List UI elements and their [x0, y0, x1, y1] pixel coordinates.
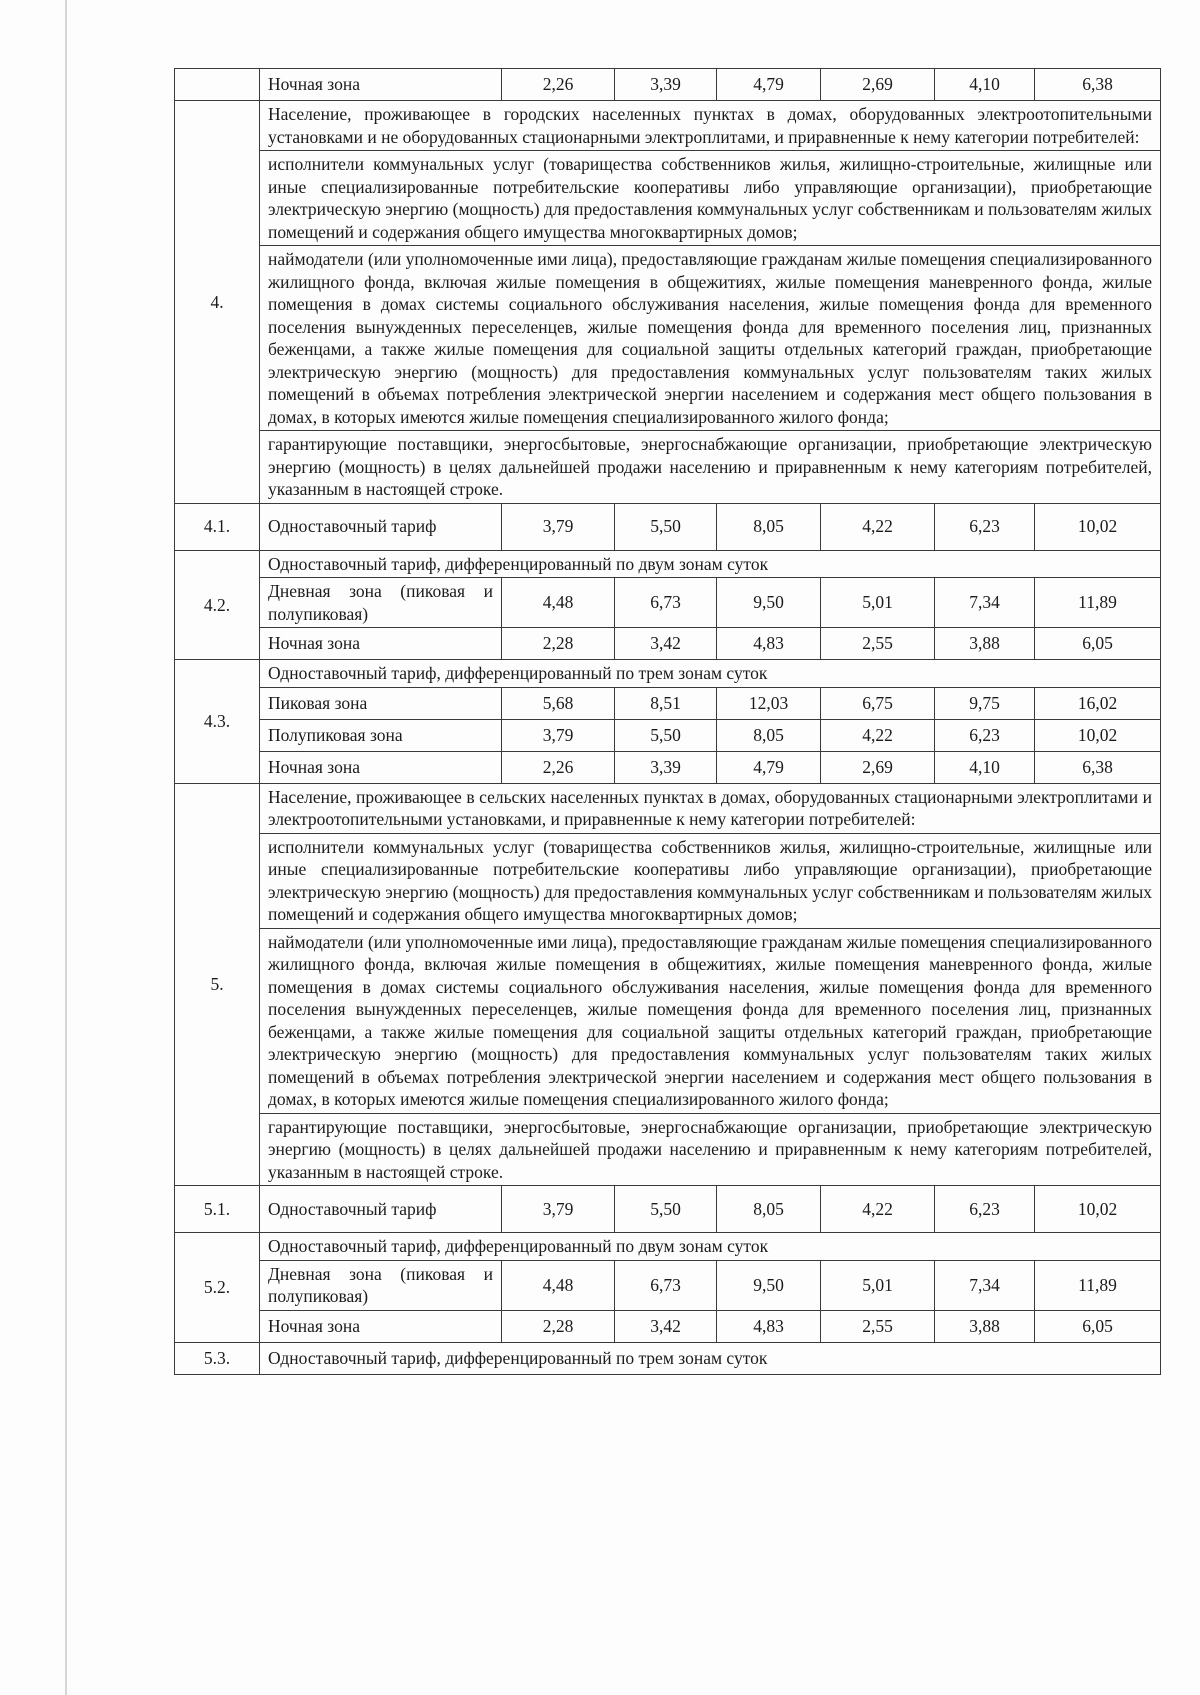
tariff-value: 6,23	[935, 1186, 1035, 1233]
row-label: Одноставочный тариф	[260, 1186, 502, 1233]
tariff-value: 4,48	[502, 1260, 615, 1310]
tariff-value: 5,50	[615, 1186, 717, 1233]
table-row	[175, 578, 1161, 628]
row-number: 5.2.	[175, 1233, 260, 1343]
tariff-value: 4,48	[502, 578, 615, 628]
table-row	[175, 660, 1161, 688]
tariff-value: 3,79	[502, 503, 615, 550]
tariff-value: 2,26	[502, 751, 615, 783]
table-row	[175, 628, 1161, 660]
tariff-table	[174, 68, 1161, 1375]
tariff-value: 3,42	[615, 628, 717, 660]
row-label: Ночная зона	[260, 1310, 502, 1342]
tariff-value: 3,39	[615, 69, 717, 101]
table-row	[175, 1310, 1161, 1342]
subsection-heading: Одноставочный тариф, дифференцированный по двум зонам суток	[260, 1233, 1161, 1261]
row-number: 4.1.	[175, 503, 260, 550]
tariff-value: 7,34	[935, 1260, 1035, 1310]
section-number: 5.	[175, 783, 260, 1186]
section-heading: Население, проживающее в сельских населенных пунктах в домах, оборудованных стационарными электроплитами и электроотопительными установками, и приравненные к нему категории потребителей:	[260, 783, 1161, 833]
row-label: Дневная зона (пиковая и полупиковая)	[260, 1260, 502, 1310]
tariff-value: 10,02	[1035, 503, 1161, 550]
tariff-value: 11,89	[1035, 1260, 1161, 1310]
tariff-value: 6,05	[1035, 1310, 1161, 1342]
tariff-value: 6,05	[1035, 628, 1161, 660]
scan-binding-edge	[65, 0, 67, 1695]
tariff-value: 3,79	[502, 719, 615, 751]
tariff-value: 9,50	[717, 1260, 821, 1310]
tariff-value: 6,73	[615, 1260, 717, 1310]
tariff-value: 9,50	[717, 578, 821, 628]
tariff-value: 3,79	[502, 1186, 615, 1233]
subsection-heading: Одноставочный тариф, дифференцированный по трем зонам суток	[260, 1342, 1161, 1374]
tariff-value: 4,79	[717, 751, 821, 783]
tariff-value: 2,55	[821, 1310, 935, 1342]
row-number: 5.3.	[175, 1342, 260, 1374]
tariff-value: 4,22	[821, 719, 935, 751]
tariff-value: 12,03	[717, 687, 821, 719]
tariff-value: 3,39	[615, 751, 717, 783]
tariff-value: 9,75	[935, 687, 1035, 719]
tariff-value: 8,05	[717, 503, 821, 550]
tariff-value: 7,34	[935, 578, 1035, 628]
subsection-heading: Одноставочный тариф, дифференцированный по двум зонам суток	[260, 550, 1161, 578]
tariff-value: 6,38	[1035, 751, 1161, 783]
row-number-cell	[175, 69, 260, 101]
table-row	[175, 503, 1161, 550]
table-row	[175, 1186, 1161, 1233]
tariff-value: 2,55	[821, 628, 935, 660]
table-row	[175, 550, 1161, 578]
tariff-value: 4,83	[717, 628, 821, 660]
row-label: Пиковая зона	[260, 687, 502, 719]
tariff-value: 6,23	[935, 719, 1035, 751]
tariff-value: 4,10	[935, 69, 1035, 101]
tariff-value: 11,89	[1035, 578, 1161, 628]
row-label: Полупиковая зона	[260, 719, 502, 751]
row-number: 4.2.	[175, 550, 260, 660]
tariff-value: 4,22	[821, 503, 935, 550]
table-row	[175, 719, 1161, 751]
tariff-value: 4,22	[821, 1186, 935, 1233]
category-paragraph: гарантирующие поставщики, энергосбытовые, энергоснабжающие организации, приобретающие электрическую энергию (мощность) в целях дальнейшей продажи населению и приравненным к нему категориям потребителей, указанным в настоящей строке.	[260, 431, 1161, 504]
tariff-value: 16,02	[1035, 687, 1161, 719]
table-row	[175, 783, 1161, 833]
table-row	[175, 246, 1161, 431]
tariff-value: 8,05	[717, 719, 821, 751]
category-paragraph: гарантирующие поставщики, энергосбытовые, энергоснабжающие организации, приобретающие электрическую энергию (мощность) в целях дальнейшей продажи населению и приравненным к нему категориям потребителей, указанным в настоящей строке.	[260, 1113, 1161, 1186]
table-row	[175, 1342, 1161, 1374]
subsection-heading: Одноставочный тариф, дифференцированный по трем зонам суток	[260, 660, 1161, 688]
tariff-value: 2,69	[821, 751, 935, 783]
tariff-value: 4,79	[717, 69, 821, 101]
tariff-value: 5,01	[821, 1260, 935, 1310]
tariff-value: 3,42	[615, 1310, 717, 1342]
row-label: Ночная зона	[260, 628, 502, 660]
row-number: 4.3.	[175, 660, 260, 784]
tariff-value: 3,88	[935, 628, 1035, 660]
table-row	[175, 1113, 1161, 1186]
tariff-value: 6,23	[935, 503, 1035, 550]
tariff-value: 8,05	[717, 1186, 821, 1233]
tariff-value: 2,28	[502, 628, 615, 660]
table-row	[175, 928, 1161, 1113]
table-row	[175, 751, 1161, 783]
table-row	[175, 1260, 1161, 1310]
table-row	[175, 101, 1161, 151]
tariff-value: 10,02	[1035, 1186, 1161, 1233]
tariff-value: 5,50	[615, 503, 717, 550]
tariff-value: 3,88	[935, 1310, 1035, 1342]
table-row	[175, 687, 1161, 719]
tariff-value: 8,51	[615, 687, 717, 719]
table-row	[175, 69, 1161, 101]
row-label: Ночная зона	[260, 69, 502, 101]
tariff-value: 10,02	[1035, 719, 1161, 751]
tariff-value: 5,68	[502, 687, 615, 719]
section-heading: Население, проживающее в городских населенных пунктах в домах, оборудованных электроотопительными установками и не оборудованных стационарными электроплитами, и приравненные к нему категории потребителей:	[260, 101, 1161, 151]
table-row	[175, 431, 1161, 504]
tariff-value: 4,10	[935, 751, 1035, 783]
table-row	[175, 833, 1161, 928]
row-label: Одноставочный тариф	[260, 503, 502, 550]
table-row	[175, 1233, 1161, 1261]
tariff-value: 5,01	[821, 578, 935, 628]
tariff-value: 2,28	[502, 1310, 615, 1342]
table-row	[175, 151, 1161, 246]
category-paragraph: исполнители коммунальных услуг (товарищества собственников жилья, жилищно-строительные, жилищные или иные специализированные потребительские кооперативы либо управляющие организации), приобретающие электрическую энергию (мощность) для предоставления коммунальных услуг собственникам и пользователям жилых помещений и содержания общего имущества многоквартирных домов;	[260, 151, 1161, 246]
row-label: Дневная зона (пиковая и полупиковая)	[260, 578, 502, 628]
category-paragraph: исполнители коммунальных услуг (товарищества собственников жилья, жилищно-строительные, жилищные или иные специализированные потребительские кооперативы либо управляющие организации), приобретающие электрическую энергию (мощность) для предоставления коммунальных услуг собственникам и пользователям жилых помещений и содержания общего имущества многоквартирных домов;	[260, 833, 1161, 928]
tariff-value: 6,38	[1035, 69, 1161, 101]
tariff-value: 5,50	[615, 719, 717, 751]
tariff-value: 6,75	[821, 687, 935, 719]
category-paragraph: наймодатели (или уполномоченные ими лица), предоставляющие гражданам жилые помещения специализированного жилищного фонда, включая жилые помещения в общежитиях, жилые помещения маневренного фонда, жилые помещения в домах системы социального обслуживания населения, жилые помещения фонда для временного поселения вынужденных переселенцев, жилые помещения фонда для временного поселения лиц, признанных беженцами, а также жилые помещения для социальной защиты отдельных категорий граждан, приобретающие электрическую энергию (мощность) для предоставления коммунальных услуг пользователям таких жилых помещений в объемах потребления электрической энергии населением и содержания мест общего пользования в домах, в которых имеются жилые помещения специализированного жилого фонда;	[260, 928, 1161, 1113]
tariff-value: 6,73	[615, 578, 717, 628]
row-number: 5.1.	[175, 1186, 260, 1233]
row-label: Ночная зона	[260, 751, 502, 783]
tariff-value: 2,26	[502, 69, 615, 101]
category-paragraph: наймодатели (или уполномоченные ими лица), предоставляющие гражданам жилые помещения специализированного жилищного фонда, включая жилые помещения в общежитиях, жилые помещения маневренного фонда, жилые помещения в домах системы социального обслуживания населения, жилые помещения фонда для временного поселения вынужденных переселенцев, жилые помещения фонда для временного поселения лиц, признанных беженцами, а также жилые помещения для социальной защиты отдельных категорий граждан, приобретающие электрическую энергию (мощность) для предоставления коммунальных услуг пользователям таких жилых помещений в объемах потребления электрической энергии населением и содержания мест общего пользования в домах, в которых имеются жилые помещения специализированного жилого фонда;	[260, 246, 1161, 431]
tariff-value: 2,69	[821, 69, 935, 101]
section-number: 4.	[175, 101, 260, 504]
tariff-value: 4,83	[717, 1310, 821, 1342]
